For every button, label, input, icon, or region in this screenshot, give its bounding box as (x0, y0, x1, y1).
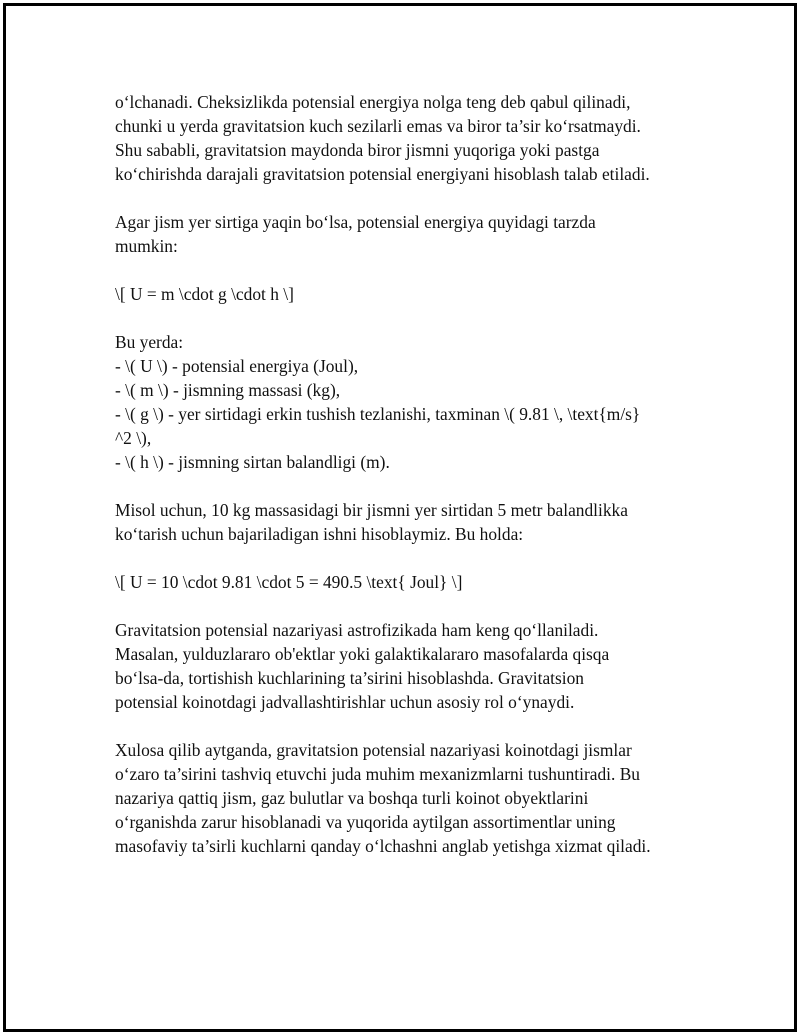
paragraph-definitions (115, 330, 705, 474)
text-line: \[ U = m \cdot g \cdot h \] (115, 284, 294, 304)
text-line: Shu sababli, gravitatsion maydonda biror jismni yuqoriga yoki pastga (115, 140, 600, 160)
text-line: - \( h \) - jismning sirtan balandligi (m). (115, 452, 390, 472)
text-line: - \( m \) - jismning massasi (kg), (115, 380, 341, 400)
paragraph-formula-2 (115, 570, 705, 594)
text-line: Agar jism yer sirtiga yaqin bo‘lsa, potensial energiya quyidagi tarzda (115, 212, 596, 232)
paragraph-formula-1 (115, 282, 705, 306)
text-line: - \( g \) - yer sirtidagi erkin tushish tezlanishi, taxminan \( 9.81 \, \text{m/s} (115, 404, 641, 424)
text-line: - \( U \) - potensial energiya (Joul), (115, 356, 359, 376)
text-line: nazariya qattiq jism, gaz bulutlar va boshqa turli koinot obyektlarini (115, 788, 589, 808)
text-line: o‘rganishda zarur hisoblanadi va yuqorida aytilgan assortimentlar uning (115, 812, 616, 832)
text-line: chunki u yerda gravitatsion kuch sezilarli emas va biror ta’sir ko‘rsatmaydi. (115, 116, 641, 136)
text-line: Misol uchun, 10 kg massasidagi bir jismni yer sirtidan 5 metr balandlikka (115, 500, 628, 520)
text-line: bo‘lsa-da, tortishish kuchlarining ta’sirini hisoblashda. Gravitatsion (115, 668, 584, 688)
paragraph-intro (115, 90, 705, 186)
document-body (115, 90, 705, 882)
text-line: Masalan, yulduzlararo ob'ektlar yoki galaktikalararo masofalarda qisqa (115, 644, 610, 664)
text-line: Gravitatsion potensial nazariyasi astrofizikada ham keng qo‘llaniladi. (115, 620, 599, 640)
text-line: Xulosa qilib aytganda, gravitatsion potensial nazariyasi koinotdagi jismlar (115, 740, 632, 760)
text-line: ko‘chirishda darajali gravitatsion potensial energiyani hisoblash talab etiladi. (115, 164, 650, 184)
paragraph-near-surface (115, 210, 705, 258)
paragraph-example (115, 498, 705, 546)
text-line: mumkin: (115, 236, 178, 256)
text-line: o‘lchanadi. Cheksizlikda potensial energiya nolga teng deb qabul qilinadi, (115, 92, 631, 112)
text-line: Bu yerda: (115, 332, 184, 352)
text-line: potensial koinotdagi jadvallashtirishlar uchun asosiy rol o‘ynaydi. (115, 692, 575, 712)
text-line: \[ U = 10 \cdot 9.81 \cdot 5 = 490.5 \text{ Joul} \] (115, 572, 463, 592)
text-line: o‘zaro ta’sirini tashviq etuvchi juda muhim mexanizmlarni tushuntiradi. Bu (115, 764, 640, 784)
paragraph-astrophysics (115, 618, 705, 714)
text-line: ^2 \), (115, 428, 152, 448)
text-line: masofaviy ta’sirli kuchlarni qanday o‘lchashni anglab yetishga xizmat qiladi. (115, 836, 651, 856)
paragraph-conclusion (115, 738, 705, 858)
text-line: ko‘tarish uchun bajariladigan ishni hisoblaymiz. Bu holda: (115, 524, 524, 544)
